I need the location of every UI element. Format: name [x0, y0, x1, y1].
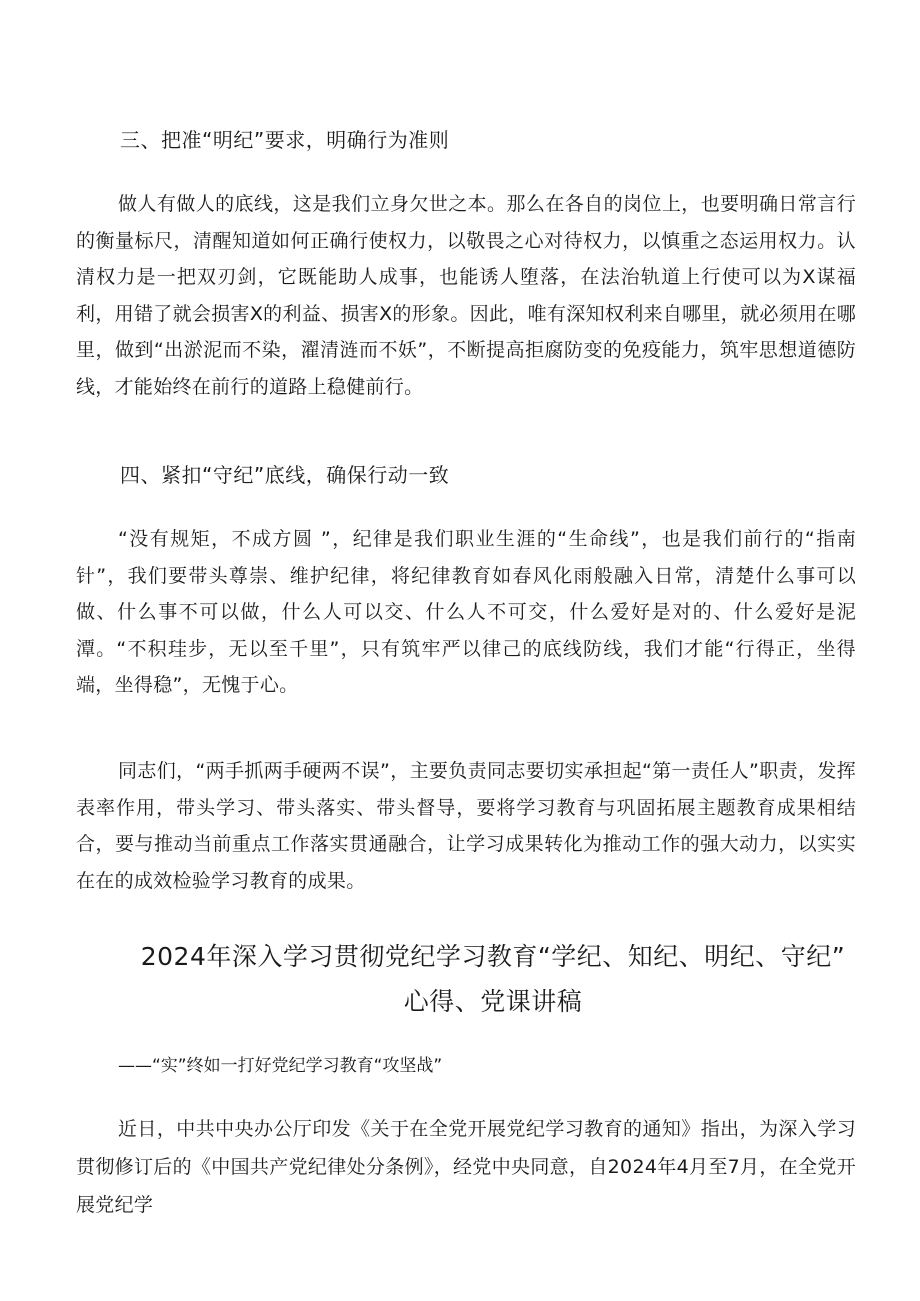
section-heading-3: 三、把准“明纪”要求，明确行为准则	[120, 128, 450, 152]
article-title-line-1: 2024年深入学习贯彻党纪学习教育“学纪、知纪、明纪、守纪”	[140, 942, 846, 971]
article-subtitle: ——“实”终如一打好党纪学习教育“攻坚战”	[118, 1056, 443, 1076]
section-heading-4: 四、紧扣“守纪”底线，确保行动一致	[120, 463, 450, 487]
article-title-line-2: 心得、党课讲稿	[403, 987, 583, 1016]
paragraph-3: 做人有做人的底线，这是我们立身欠世之本。那么在各自的岗位上，也要明确日常言行的衡量标尺，清醒知道如何正确行使权力，以敬畏之心对待权力，以慎重之态运用权力。认清权力是一把双刃剑，它既能助人成事，也能诱人堕落，在法治轨道上行使可以为X谋福利，用错了就会损害X的利益、损害X的形象。因此，唯有深知权利来自哪里，就必须用在哪里，做到“出淤泥而不染，濯清涟而不妖”，不断提高拒腐防变的免疫能力，筑牢思想道德防线，才能始终在前行的道路上稳健前行。	[76, 193, 856, 398]
article-title	[76, 934, 910, 1024]
paragraph-4: “没有规矩，不成方圆 ”，纪律是我们职业生涯的“生命线”，也是我们前行的“指南针”，我们要带头尊崇、维护纪律，将纪律教育如春风化雨般融入日常，清楚什么事可以做、什么事不可以做，什么人可以交、什么人不可交，什么爱好是对的、什么爱好是泥潭。“不积珪步，无以至千里”，只有筑牢严以律己的底线防线，我们才能“行得正，坐得端，坐得稳”，无愧于心。	[76, 528, 856, 696]
intro-paragraph: 近日，中共中央办公厅印发《关于在全党开展党纪学习教育的通知》指出，为深入学习贯彻修订后的《中国共产党纪律处分条例》，经党中央同意，自2024年4月至7月，在全党开展党纪学	[76, 1118, 856, 1216]
paragraph-5: 同志们，“两手抓两手硬两不误”，主要负责同志要切实承担起“第一责任人”职责，发挥表率作用，带头学习、带头落实、带头督导，要将学习教育与巩固拓展主题教育成果相结合，要与推动当前重点工作落实贯通融合，让学习成果转化为推动工作的强大动力，以实实在在的成效检验学习教育的成果。	[76, 760, 856, 892]
